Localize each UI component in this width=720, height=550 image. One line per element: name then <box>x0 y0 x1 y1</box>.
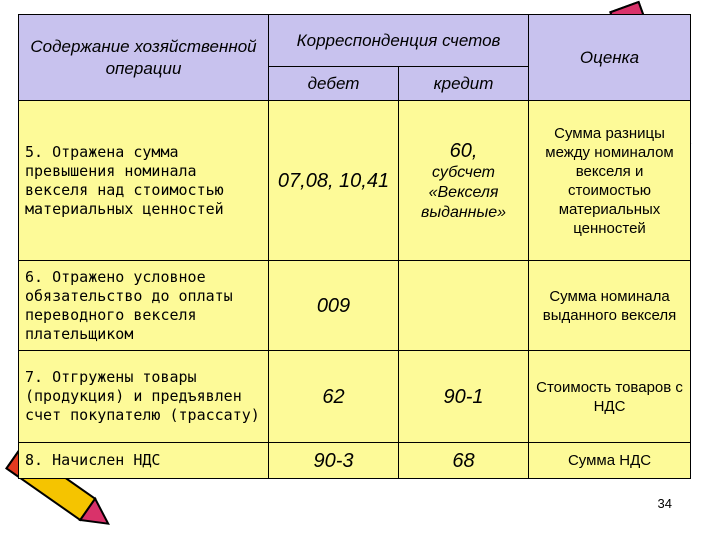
debit-cell: 90-3 <box>269 443 399 479</box>
operation-cell: 7. Отгружены товары (продукция) и предъявлен счет покупателю (трассату) <box>19 351 269 443</box>
table-row <box>19 443 691 479</box>
table-row <box>19 101 691 261</box>
credit-cell: 90-1 <box>399 351 529 443</box>
header-debit: дебет <box>269 67 399 101</box>
credit-cell: 68 <box>399 443 529 479</box>
table-row <box>19 351 691 443</box>
credit-detail: субсчет «Векселя выданные» <box>420 163 507 221</box>
evaluation-cell: Стоимость товаров с НДС <box>529 351 691 443</box>
table-row <box>19 261 691 351</box>
page-number: 34 <box>657 496 672 511</box>
evaluation-cell: Сумма НДС <box>529 443 691 479</box>
evaluation-cell: Сумма номинала выданного векселя <box>529 261 691 351</box>
credit-main: 60, <box>449 139 478 162</box>
header-credit: кредит <box>399 67 529 101</box>
debit-cell: 07,08, 10,41 <box>269 101 399 261</box>
operation-cell: 8. Начислен НДС <box>19 443 269 479</box>
operation-cell: 5. Отражена сумма превышения номинала векселя над стоимостью материальных ценностей <box>19 101 269 261</box>
accounting-table <box>18 14 691 479</box>
debit-cell: 009 <box>269 261 399 351</box>
evaluation-cell: Сумма разницы между номиналом векселя и стоимостью материальных ценностей <box>529 101 691 261</box>
header-evaluation: Оценка <box>529 15 691 101</box>
debit-cell: 62 <box>269 351 399 443</box>
credit-cell <box>399 261 529 351</box>
operation-cell: 6. Отражено условное обязательство до оплаты переводного векселя плательщиком <box>19 261 269 351</box>
header-correspondence: Корреспонденция счетов <box>269 15 529 67</box>
credit-cell <box>399 101 529 261</box>
header-content: Содержание хозяйственной операции <box>19 15 269 101</box>
